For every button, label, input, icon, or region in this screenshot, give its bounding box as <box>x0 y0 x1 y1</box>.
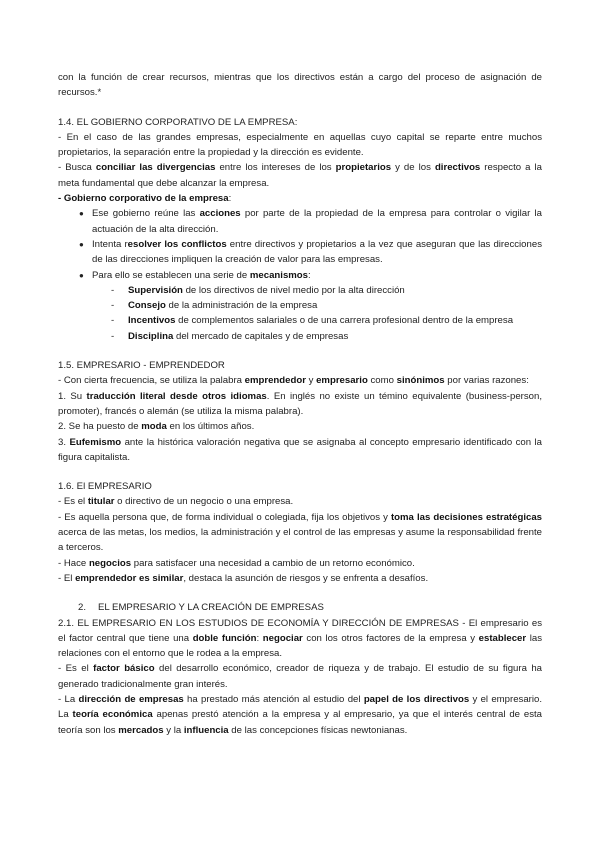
s2-paragraph-2: - Es el factor básico del desarrollo económico, creador de riqueza y de trabajo. El estudio de su figura ha generado tradicionalmente gran interés. <box>58 663 543 690</box>
s16-paragraph-1: - Es el titular o directivo de un negocio o una empresa. <box>58 496 294 508</box>
s16-paragraph-2: - Es aquella persona que, de forma individual o colegiada, fija los objetivos y toma las decisiones estratégicas acerca de las metas, los medios, la administración y el control de las empresas y asume la responsabilidad frente a terceros. <box>58 511 542 554</box>
list-item: - Supervisión de los directivos de nivel medio por la alta dirección <box>128 283 542 298</box>
s15-paragraph-4: 3. Eufemismo ante la histórica valoración negativa que se asignaba al concepto empresario identificado con la figura capitalista. <box>58 436 542 463</box>
s2-paragraph-1: 2.1. EL EMPRESARIO EN LOS ESTUDIOS DE ECONOMÍA Y DIRECCIÓN DE EMPRESAS - El empresario es el factor central que tiene una doble función: negociar con los otros factores de la empresa y establecer las relaciones con el entorno que le rodea a la empresa. <box>58 617 542 660</box>
s16-paragraph-4: - El emprendedor es similar, destaca la asunción de riesgos y se enfrenta a desafíos. <box>58 572 429 584</box>
section-1-6-heading: 1.6. El EMPRESARIO <box>58 481 152 493</box>
document-page <box>58 70 542 738</box>
list-item: - Disciplina del mercado de capitales y de empresas <box>128 329 542 344</box>
s14-mechanism-list <box>58 283 542 344</box>
section-2-heading: 2. EL EMPRESARIO Y LA CREACIÓN DE EMPRESAS <box>78 602 324 614</box>
s15-paragraph-3: 2. Se ha puesto de moda en los últimos años. <box>58 421 255 433</box>
section-1-5-heading: 1.5. EMPRESARIO - EMPRENDEDOR <box>58 360 225 372</box>
section-1-4-heading: 1.4. EL GOBIERNO CORPORATIVO DE LA EMPRESA: <box>58 116 298 128</box>
s14-paragraph-1: - En el caso de las grandes empresas, especialmente en aquellas cuyo capital se reparte entre muchos propietarios, la separación entre la propiedad y la dirección es evidente. <box>58 131 542 159</box>
list-item: - Incentivos de complementos salariales o de una carrera profesional dentro de la empresa <box>128 313 542 328</box>
s16-paragraph-3: - Hace negocios para satisfacer una necesidad a cambio de un retorno económico. <box>58 557 415 569</box>
list-item: - Consejo de la administración de la empresa <box>128 298 542 313</box>
list-item: ● Intenta resolver los conflictos entre directivos y propietarios a la vez que aseguran que las direcciones de las direcciones impliquen la creación de valor para las empresas. <box>92 237 542 268</box>
s15-paragraph-2: 1. Su traducción literal desde otros idiomas. En inglés no existe un témino equivalente (business-person, promoter), francés o alemán (se utiliza la misma palabra). <box>58 390 542 417</box>
s14-paragraph-2: - Busca conciliar las divergencias entre los intereses de los propietarios y de los directivos respecto a la meta fundamental que debe alcanzar la empresa. <box>58 162 542 189</box>
list-item: ● Ese gobierno reúne las acciones por parte de la propiedad de la empresa para controlar o vigilar la actuación de la alta dirección. <box>92 206 542 237</box>
s14-paragraph-3: - Gobierno corporativo de la empresa: <box>58 193 232 205</box>
s14-bullet-list <box>58 206 542 282</box>
list-item: ● Para ello se establecen una serie de mecanismos: <box>92 268 542 283</box>
intro-paragraph: con la función de crear recursos, mientras que los directivos están a cargo del proceso de asignación de recursos.* <box>58 72 542 99</box>
s15-paragraph-1: - Con cierta frecuencia, se utiliza la palabra emprendedor y empresario como sinónimos por varias razones: <box>58 375 529 387</box>
s2-paragraph-3: - La dirección de empresas ha prestado más atención al estudio del papel de los directivos y el empresario. La teoría económica apenas prestó atención a la empresa y al empresario, ya que el interés central de esta teoría son los mercados y la influencia de las concepciones físicas newtonianas. <box>58 693 543 736</box>
